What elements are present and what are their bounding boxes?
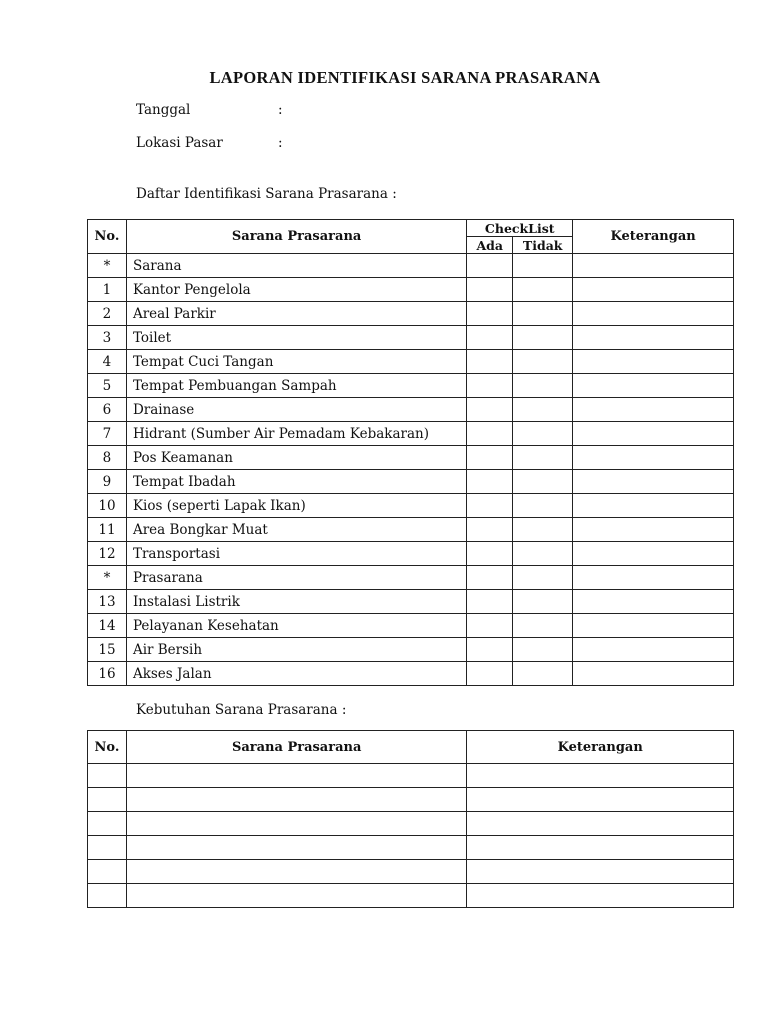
ada-cell[interactable] <box>467 614 513 638</box>
ada-cell[interactable] <box>467 662 513 686</box>
table-row <box>88 350 734 374</box>
sarana-cell[interactable] <box>126 812 466 836</box>
header-tidak: Tidak <box>513 237 573 254</box>
keterangan-cell[interactable] <box>467 788 734 812</box>
keterangan-cell[interactable] <box>573 422 734 446</box>
row-number: 4 <box>88 350 127 374</box>
row-sarana-name: Areal Parkir <box>126 302 466 326</box>
table-row <box>88 518 734 542</box>
keterangan-cell[interactable] <box>573 590 734 614</box>
row-number: 16 <box>88 662 127 686</box>
sarana-cell[interactable] <box>126 884 466 908</box>
lokasi-pasar-field <box>136 135 283 151</box>
tidak-cell[interactable] <box>513 446 573 470</box>
row-number: 3 <box>88 326 127 350</box>
tidak-cell[interactable] <box>513 398 573 422</box>
no-cell[interactable] <box>88 764 127 788</box>
table-row <box>88 764 734 788</box>
row-sarana-name: Instalasi Listrik <box>126 590 466 614</box>
table-row <box>88 812 734 836</box>
tidak-cell[interactable] <box>513 566 573 590</box>
section-kebutuhan-label: Kebutuhan Sarana Prasarana : <box>136 702 347 718</box>
tidak-cell[interactable] <box>513 662 573 686</box>
ada-cell[interactable] <box>467 470 513 494</box>
lokasi-pasar-separator: : <box>278 135 283 151</box>
row-sarana-name: Prasarana <box>126 566 466 590</box>
row-sarana-name: Hidrant (Sumber Air Pemadam Kebakaran) <box>126 422 466 446</box>
tanggal-label: Tanggal <box>136 102 191 118</box>
row-sarana-name: Tempat Pembuangan Sampah <box>126 374 466 398</box>
ada-cell[interactable] <box>467 326 513 350</box>
row-number: 12 <box>88 542 127 566</box>
table-row <box>88 662 734 686</box>
header-keterangan: Keterangan <box>467 731 734 764</box>
row-number: 5 <box>88 374 127 398</box>
tidak-cell[interactable] <box>513 518 573 542</box>
table-row <box>88 542 734 566</box>
row-sarana-name: Air Bersih <box>126 638 466 662</box>
keterangan-cell[interactable] <box>573 350 734 374</box>
row-sarana-name: Tempat Ibadah <box>126 470 466 494</box>
keterangan-cell[interactable] <box>467 764 734 788</box>
sarana-cell[interactable] <box>126 764 466 788</box>
keterangan-cell[interactable] <box>573 542 734 566</box>
ada-cell[interactable] <box>467 254 513 278</box>
row-number: 2 <box>88 302 127 326</box>
no-cell[interactable] <box>88 788 127 812</box>
table-row <box>88 614 734 638</box>
table-row <box>88 446 734 470</box>
no-cell[interactable] <box>88 884 127 908</box>
tanggal-separator: : <box>278 102 283 118</box>
no-cell[interactable] <box>88 836 127 860</box>
table-row <box>88 326 734 350</box>
table-row <box>88 374 734 398</box>
row-sarana-name: Akses Jalan <box>126 662 466 686</box>
sarana-cell[interactable] <box>126 836 466 860</box>
keterangan-cell[interactable] <box>573 494 734 518</box>
sarana-cell[interactable] <box>126 788 466 812</box>
row-sarana-name: Pelayanan Kesehatan <box>126 614 466 638</box>
tidak-cell[interactable] <box>513 614 573 638</box>
row-sarana-name: Tempat Cuci Tangan <box>126 350 466 374</box>
row-number: 13 <box>88 590 127 614</box>
row-number: 7 <box>88 422 127 446</box>
table-row <box>88 470 734 494</box>
tidak-cell[interactable] <box>513 350 573 374</box>
table-row <box>88 566 734 590</box>
row-sarana-name: Toilet <box>126 326 466 350</box>
kebutuhan-table <box>87 730 734 908</box>
ada-cell[interactable] <box>467 566 513 590</box>
keterangan-cell[interactable] <box>467 860 734 884</box>
keterangan-cell[interactable] <box>573 566 734 590</box>
tidak-cell[interactable] <box>513 278 573 302</box>
ada-cell[interactable] <box>467 518 513 542</box>
header-ada: Ada <box>467 237 513 254</box>
ada-cell[interactable] <box>467 542 513 566</box>
table-row <box>88 836 734 860</box>
keterangan-cell[interactable] <box>573 446 734 470</box>
tidak-cell[interactable] <box>513 494 573 518</box>
keterangan-cell[interactable] <box>573 398 734 422</box>
header-sarana-prasarana: Sarana Prasarana <box>126 220 466 254</box>
row-number: * <box>88 566 127 590</box>
keterangan-cell[interactable] <box>573 614 734 638</box>
row-number: 1 <box>88 278 127 302</box>
row-sarana-name: Drainase <box>126 398 466 422</box>
lokasi-pasar-label: Lokasi Pasar <box>136 135 223 151</box>
table-row <box>88 788 734 812</box>
table-row <box>88 860 734 884</box>
ada-cell[interactable] <box>467 638 513 662</box>
tidak-cell[interactable] <box>513 542 573 566</box>
keterangan-cell[interactable] <box>467 836 734 860</box>
row-sarana-name: Kantor Pengelola <box>126 278 466 302</box>
row-sarana-name: Area Bongkar Muat <box>126 518 466 542</box>
row-sarana-name: Pos Keamanan <box>126 446 466 470</box>
ada-cell[interactable] <box>467 398 513 422</box>
section-identifikasi-label: Daftar Identifikasi Sarana Prasarana : <box>136 186 397 202</box>
header-sarana-prasarana: Sarana Prasarana <box>126 731 466 764</box>
header-checklist: CheckList <box>467 220 573 237</box>
row-number: 8 <box>88 446 127 470</box>
keterangan-cell[interactable] <box>573 638 734 662</box>
table-row <box>88 422 734 446</box>
row-sarana-name: Kios (seperti Lapak Ikan) <box>126 494 466 518</box>
keterangan-cell[interactable] <box>573 278 734 302</box>
no-cell[interactable] <box>88 812 127 836</box>
table-row <box>88 590 734 614</box>
header-no: No. <box>88 731 127 764</box>
keterangan-cell[interactable] <box>573 518 734 542</box>
tidak-cell[interactable] <box>513 470 573 494</box>
row-number: 9 <box>88 470 127 494</box>
header-keterangan: Keterangan <box>573 220 734 254</box>
tidak-cell[interactable] <box>513 422 573 446</box>
keterangan-cell[interactable] <box>573 374 734 398</box>
no-cell[interactable] <box>88 860 127 884</box>
ada-cell[interactable] <box>467 446 513 470</box>
table-row <box>88 884 734 908</box>
keterangan-cell[interactable] <box>467 812 734 836</box>
header-no: No. <box>88 220 127 254</box>
tidak-cell[interactable] <box>513 374 573 398</box>
table-row <box>88 398 734 422</box>
sarana-cell[interactable] <box>126 860 466 884</box>
ada-cell[interactable] <box>467 494 513 518</box>
tidak-cell[interactable] <box>513 254 573 278</box>
row-number: 11 <box>88 518 127 542</box>
table-row <box>88 302 734 326</box>
table-row <box>88 278 734 302</box>
tidak-cell[interactable] <box>513 590 573 614</box>
ada-cell[interactable] <box>467 422 513 446</box>
identifikasi-table <box>87 219 734 686</box>
ada-cell[interactable] <box>467 350 513 374</box>
tidak-cell[interactable] <box>513 638 573 662</box>
table-row <box>88 254 734 278</box>
ada-cell[interactable] <box>467 374 513 398</box>
ada-cell[interactable] <box>467 590 513 614</box>
row-number: 15 <box>88 638 127 662</box>
row-number: * <box>88 254 127 278</box>
ada-cell[interactable] <box>467 302 513 326</box>
document-title: LAPORAN IDENTIFIKASI SARANA PRASARANA <box>209 68 601 87</box>
keterangan-cell[interactable] <box>573 470 734 494</box>
keterangan-cell[interactable] <box>573 254 734 278</box>
keterangan-cell[interactable] <box>467 884 734 908</box>
row-sarana-name: Transportasi <box>126 542 466 566</box>
tanggal-field <box>136 102 283 118</box>
ada-cell[interactable] <box>467 278 513 302</box>
keterangan-cell[interactable] <box>573 302 734 326</box>
row-sarana-name: Sarana <box>126 254 466 278</box>
table-row <box>88 494 734 518</box>
keterangan-cell[interactable] <box>573 662 734 686</box>
keterangan-cell[interactable] <box>573 326 734 350</box>
table-row <box>88 638 734 662</box>
row-number: 6 <box>88 398 127 422</box>
row-number: 14 <box>88 614 127 638</box>
tidak-cell[interactable] <box>513 302 573 326</box>
row-number: 10 <box>88 494 127 518</box>
tidak-cell[interactable] <box>513 326 573 350</box>
